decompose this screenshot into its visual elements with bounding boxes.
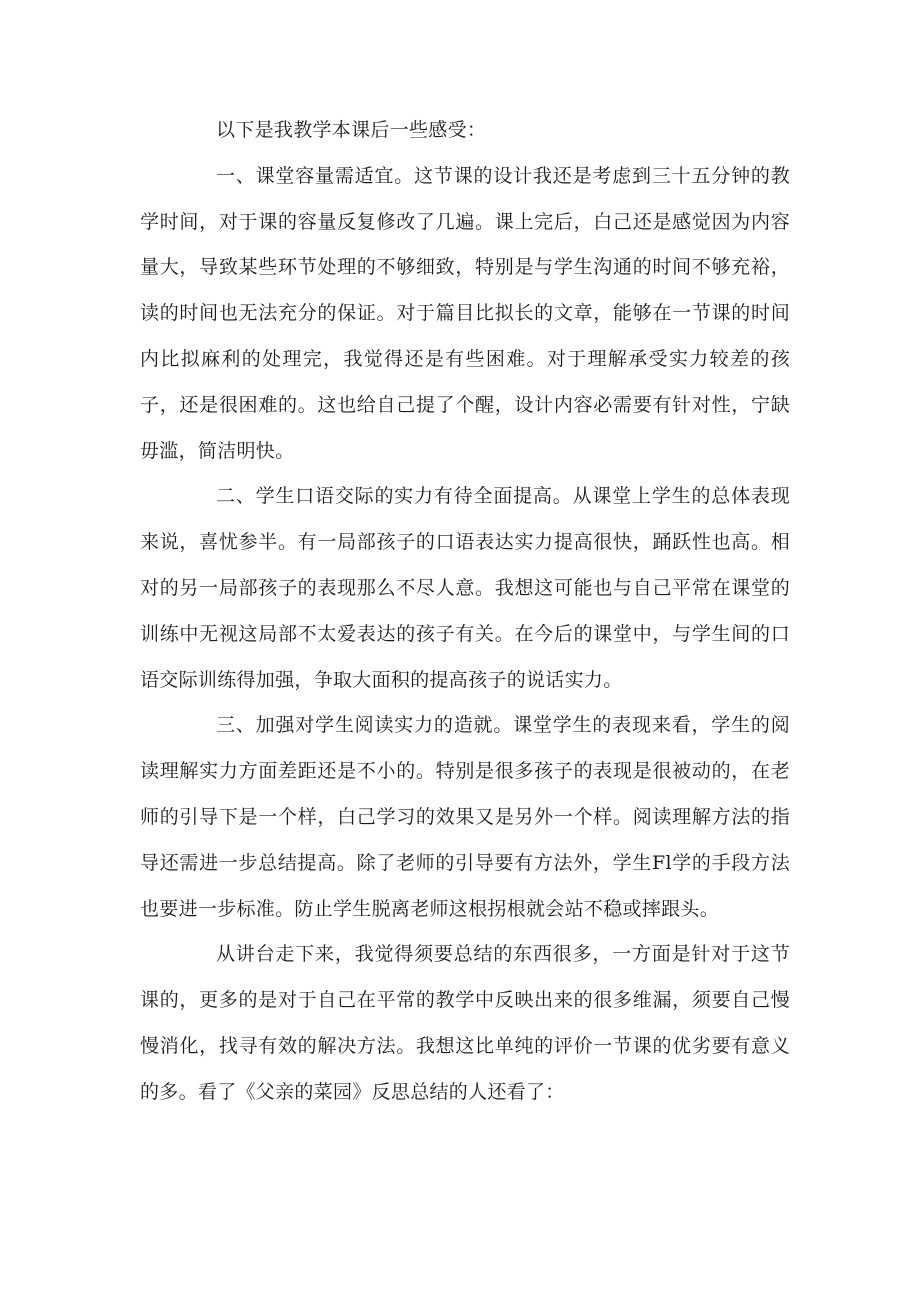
paragraph-conclusion: 从讲台走下来，我觉得须要总结的东西很多，一方面是针对于这节课的，更多的是对于自己在平常的教学中反映出来的很多维漏，须要自己慢慢消化，找寻有效的解决方法。我想这比单纯的评价一节课的优劣要有意义的多。看了《父亲的菜园》反思总结的人还看了： xyxy=(140,943,790,1103)
document-body xyxy=(140,108,790,1116)
paragraph-oral-communication: 二、学生口语交际的实力有待全面提高。从课堂上学生的总体表现来说，喜忧参半。有一局部孩子的口语表达实力提高很快，踊跃性也高。相对的另一局部孩子的表现那么不尽人意。我想这可能也与自己平常在课堂的训练中无视这局部不太爱表达的孩子有关。在今后的课堂中，与学生间的口语交际训练得加强，争取大面积的提高孩子的说话实力。 xyxy=(140,485,790,691)
paragraph-classroom-capacity: 一、课堂容量需适宜。这节课的设计我还是考虑到三十五分钟的教学时间，对于课的容量反复修改了几遍。课上完后，白己还是感觉因为内容量大，导致某些环节处理的不够细致，特别是与学生沟通的时间不够充裕，读的时间也无法充分的保证。对于篇目比拟长的文章，能够在一节课的时间内比拟麻利的处理完，我觉得还是有些困难。对于理解承受实力较差的孩子，还是很困难的。这也给自己提了个醒，设计内容必需要有针对性，宁缺毋滥，简洁明快。 xyxy=(140,164,790,462)
intro-paragraph: 以下是我教学本课后一些感受： xyxy=(216,119,487,141)
paragraph-reading-ability: 三、加强对学生阅读实力的造就。课堂学生的表现来看，学生的阅读理解实力方面差距还是不小的。特别是很多孩子的表现是很被动的，在老师的引导下是一个样，白己学习的效果又是另外一个样。阅读理解方法的指导还需进一步总结提高。除了老师的引导要有方法外，学生Fl学的手段方法也要进一步标准。防止学生脱离老师这根拐根就会站不稳或摔跟头。 xyxy=(140,714,790,920)
